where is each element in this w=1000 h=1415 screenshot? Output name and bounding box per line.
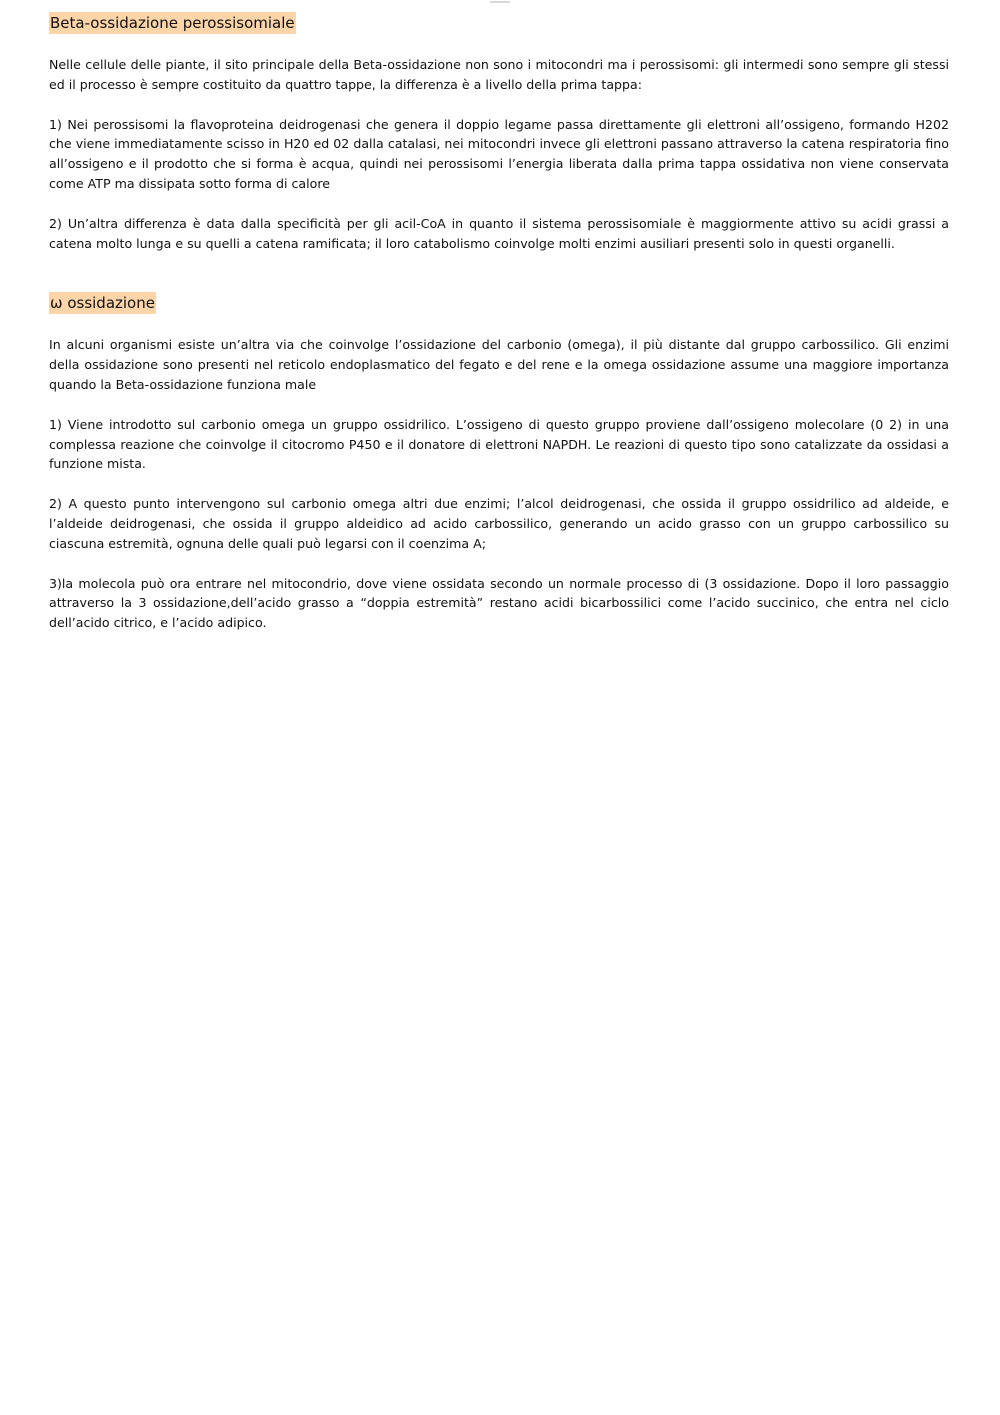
paragraph-point-2: 2) Un’altra differenza è data dalla specificità per gli acil-CoA in quanto il sistema perossisomiale è maggiormente attivo su acidi grassi a catena molto lunga e su quelli a catena ramificata; il loro catabolismo coinvolge molti enzimi ausiliari presenti solo in questi organelli. [49, 215, 949, 251]
paragraph-point-3: 3)la molecola può ora entrare nel mitocondrio, dove viene ossidata secondo un normale processo di (3 ossidazione. Dopo il loro passaggio attraverso la 3 ossidazione,dell’acido grasso a “doppia estremità” restano acidi bicarbossilici come l’acido succinico, che entra nel ciclo dell’acido citrico, e l’acido adipico. [49, 575, 949, 631]
section-title: ω ossidazione [50, 294, 155, 313]
paragraph-intro: In alcuni organismi esiste un’altra via che coinvolge l’ossidazione del carbonio (omega), il più distante dal gruppo carbossilico. Gli enzimi della ossidazione sono presenti nel reticolo endoplasmatico del fegato e del rene e la omega ossidazione assume una maggiore importanza quando la Beta-ossidazione funziona male [49, 337, 949, 392]
paragraph-point-1: 1) Nei perossisomi la flavoproteina deidrogenasi che genera il doppio legame passa direttamente gli elettroni all’ossigeno, formando H202 che viene immediatamente scisso in H20 ed 02 dalla catalasi, nei mitocondri invece gli elettroni passano attraverso la catena respiratoria fino all’ossigeno e il prodotto che si forma è acqua, quindi nei perossisomi l’energia liberata dalla prima tappa ossidativa non viene conservata come ATP ma dissipata sotto forma di calore [49, 116, 949, 191]
document-page [49, 12, 949, 633]
paragraph-point-2: 2) A questo punto intervengono sul carbonio omega altri due enzimi; l’alcol deidrogenasi, che ossida il gruppo ossidrilico ad aldeide, e l’aldeide deidrogenasi, che ossida il gruppo aldeidico ad acido carbossilico, generando un acido grasso con un gruppo carbossilico su ciascuna estremità, ognuna delle quali può legarsi con il coenzima A; [49, 496, 949, 551]
paragraph-point-1: 1) Viene introdotto sul carbonio omega un gruppo ossidrilico. L’ossigeno di questo gruppo proviene dall’ossigeno molecolare (0 2) in una complessa reazione che coinvolge il citocromo P450 e il donatore di elettroni NAPDH. Le reazioni di questo tipo sono catalizzate da ossidasi a funzione mista. [49, 416, 949, 472]
page-header-mark [490, 1, 510, 3]
section-omega-ossidazione [49, 292, 949, 633]
paragraph-intro: Nelle cellule delle piante, il sito principale della Beta-ossidazione non sono i mitocondri ma i perossisomi: gli intermedi sono sempre gli stessi ed il processo è sempre costituito da quattro tappe, la differenza è a livello della prima tappa: [49, 57, 949, 92]
section-beta-ossidazione-perossisomiale [49, 12, 949, 253]
section-title: Beta-ossidazione perossisomiale [50, 14, 295, 32]
